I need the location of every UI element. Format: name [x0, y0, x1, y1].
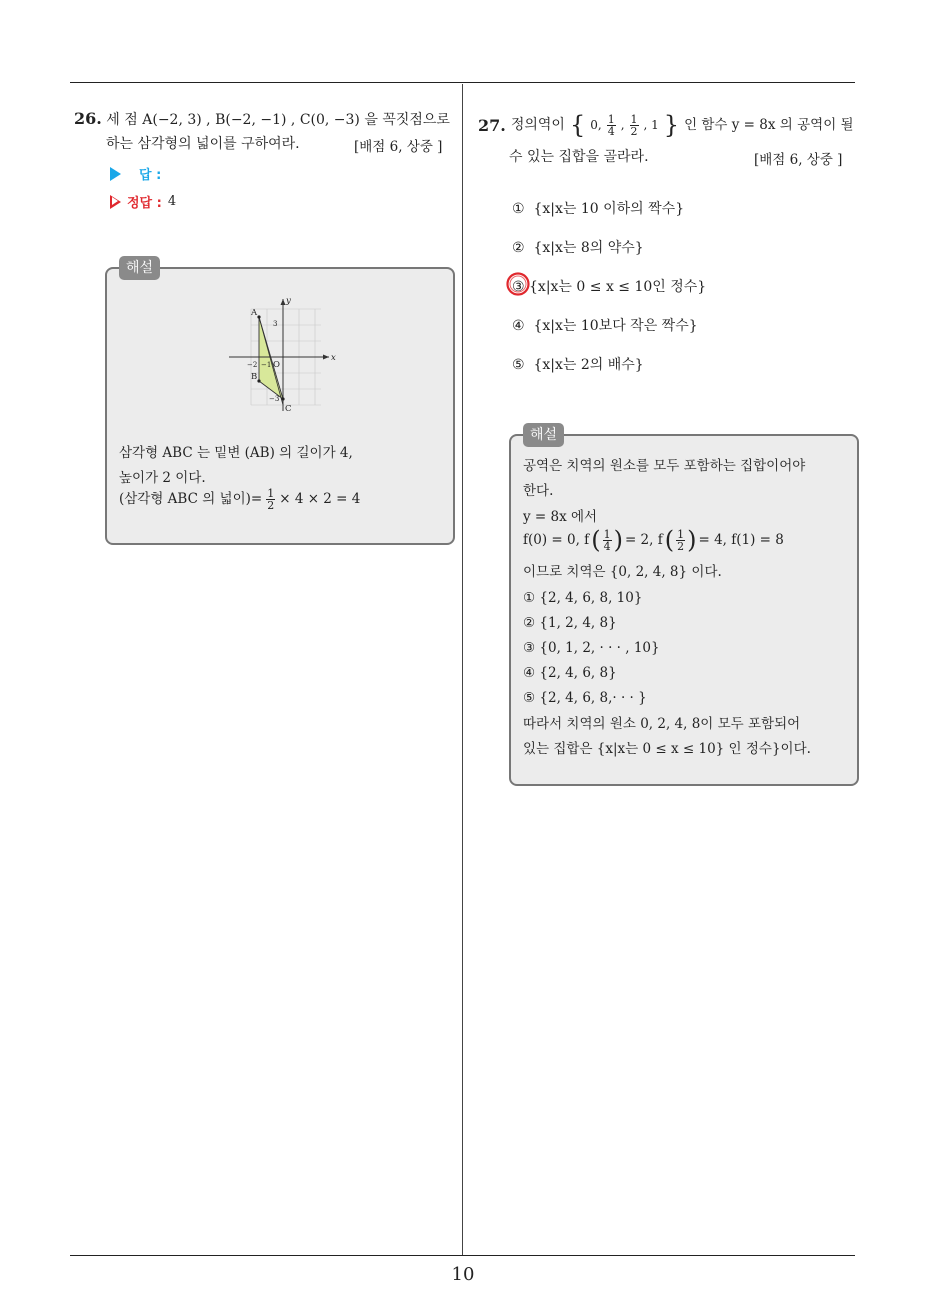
- answer-arrow-icon: [110, 167, 121, 181]
- q27-sol-last1: 따라서 치역의 원소 0, 2, 4, 8이 모두 포함되어: [523, 716, 801, 732]
- q27-sol-line2: 한다.: [523, 483, 554, 499]
- q27-sol-line1: 공역은 치역의 원소를 모두 포함하는 집합이어야: [523, 458, 806, 474]
- q27-line2: 수 있는 집합을 골라라.: [509, 149, 649, 165]
- q26-answer-label: 답 :: [139, 168, 162, 183]
- q27-option-1[interactable]: ① {x|x는 10 이하의 짝수}: [512, 201, 685, 217]
- q26-sol-line1: 삼각형 ABC 는 밑변 (AB) 의 길이가 4,: [119, 445, 353, 461]
- q27-line1-pre: 정의역이: [510, 117, 565, 133]
- graph-origin: O: [273, 360, 280, 370]
- graph-tick-neg2: −2: [247, 361, 258, 369]
- graph-x-label: x: [331, 353, 336, 363]
- q26-line1: 세 점 A(−2, 3) , B(−2, −1) , C(0, −3) 을 꼭짓점으로: [106, 112, 450, 128]
- q27-sol-last2: 있는 집합은 {x|x는 0 ≤ x ≤ 10} 인 정수}이다.: [523, 741, 811, 757]
- q26-text: [74, 106, 450, 133]
- graph-point-a: A: [251, 308, 258, 318]
- graph-tick-neg1: −1: [261, 361, 272, 369]
- q26-solution-box: [105, 260, 455, 545]
- q26-answer-row: [110, 164, 161, 183]
- q27-option-4[interactable]: ④ {x|x는 10보다 작은 짝수}: [512, 318, 698, 334]
- q27-option-2[interactable]: ② {x|x는 8의 약수}: [512, 240, 644, 256]
- q26-coordinate-graph: [225, 295, 335, 415]
- q27-score: [배점 6, 상중 ]: [754, 152, 843, 168]
- q27-solution-box: [509, 427, 859, 786]
- q26-correct-label: 정답 :: [127, 196, 162, 211]
- q27-sol-set-1: ① {2, 4, 6, 8, 10}: [523, 590, 643, 606]
- q27-sol-set-4: ④ {2, 4, 6, 8}: [523, 665, 617, 681]
- q26-score: [배점 6, 상중 ]: [354, 139, 443, 155]
- q27-domain-frac-1: $\frac{1}{4}$: [607, 113, 615, 138]
- q26-sol-line2: 높이가 2 이다.: [119, 470, 206, 486]
- bottom-rule: [70, 1255, 855, 1256]
- q26-line2: 하는 삼각형의 넓이를 구하여라.: [106, 136, 300, 152]
- q27-domain-frac-2: $\frac{1}{2}$: [630, 113, 638, 138]
- q26-correct-row: [110, 192, 176, 211]
- q27-option-3[interactable]: ③ {x|x는 0 ≤ x ≤ 10인 정수}: [512, 276, 706, 296]
- q26-correct-value: 4: [167, 194, 177, 209]
- q26-fraction: $\frac{1}{2}$: [267, 487, 275, 512]
- q27-line1-post: 인 함수 y = 8x 의 공역이 될: [684, 117, 854, 133]
- q26-solution-label: 해설: [119, 256, 160, 280]
- graph-point-b: B: [251, 372, 258, 382]
- q27-sol-set-5: ⑤ {2, 4, 6, 8,· · · }: [523, 690, 647, 706]
- graph-tick-3: 3: [273, 320, 278, 328]
- q27-sol-set-3: ③ {0, 1, 2, · · · , 10}: [523, 640, 660, 656]
- q27-option-5[interactable]: ⑤ {x|x는 2의 배수}: [512, 357, 644, 373]
- page-number: 10: [451, 1264, 475, 1285]
- q27-solution-label: 해설: [523, 423, 564, 447]
- q27-sol-line3: y = 8x 에서: [523, 509, 598, 525]
- column-divider: [462, 84, 463, 1256]
- q27-sol-set-2: ② {1, 2, 4, 8}: [523, 615, 617, 631]
- graph-point-c: C: [285, 404, 292, 414]
- correct-arrow-icon: [110, 195, 121, 209]
- graph-tick-neg3: −3: [269, 395, 280, 403]
- q27-option-3-mark: ③: [512, 279, 525, 295]
- q26-sol-line3: (삼각형 ABC 의 넓이)= $\frac{1}{2}$ × 4 × 2 = 4: [119, 487, 361, 512]
- selected-answer-ring-icon: [505, 271, 531, 297]
- q27-number: 27.: [478, 116, 506, 135]
- q26-number: 26.: [74, 109, 102, 128]
- top-rule: [70, 82, 855, 83]
- graph-y-label: y: [286, 296, 291, 306]
- q27-sol-line4: f(0) = 0, f ( $\frac{1}{4}$ ) = 2, f ( $\frac{1}{2}$ ) = 4, f(1) = 8: [523, 526, 784, 554]
- q27-text: 27. 정의역이 { 0, $\frac{1}{4}$ , $\frac{1}{2}$ , 1 } 인 함수 y = 8x 의 공역이 될: [478, 111, 854, 139]
- q27-sol-line5: 이므로 치역은 {0, 2, 4, 8} 이다.: [523, 564, 722, 580]
